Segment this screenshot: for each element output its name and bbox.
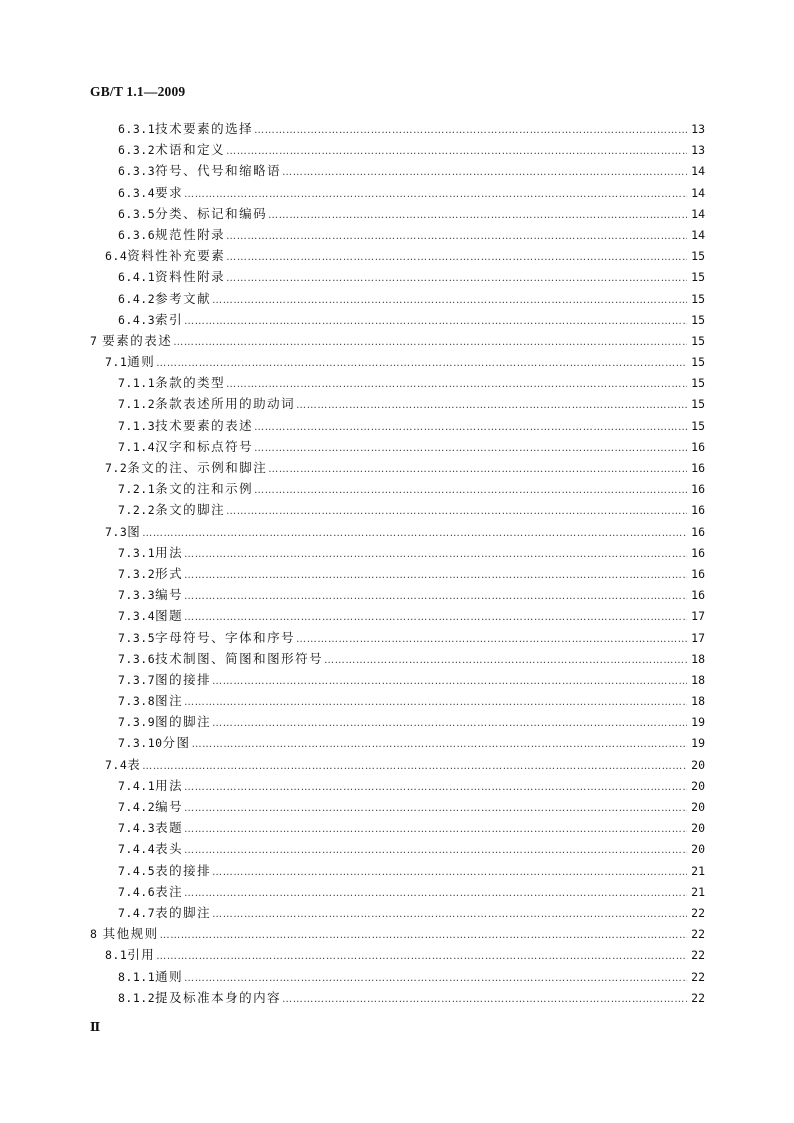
toc-entry-page: 17 bbox=[691, 609, 705, 624]
toc-dot-leader bbox=[160, 925, 688, 946]
toc-dot-leader bbox=[184, 544, 687, 565]
toc-entry-title: 图的脚注 bbox=[155, 714, 212, 730]
toc-entry-page: 13 bbox=[691, 143, 705, 158]
toc-dot-leader bbox=[184, 777, 687, 798]
table-of-contents bbox=[90, 118, 705, 1008]
toc-dot-leader bbox=[226, 268, 687, 289]
toc-entry-page: 15 bbox=[691, 355, 705, 370]
toc-entry-title: 图的接排 bbox=[155, 671, 212, 687]
toc-entry-page: 13 bbox=[691, 122, 705, 136]
toc-entry-page: 21 bbox=[691, 884, 705, 899]
toc-entry-number: 7.1.2 bbox=[118, 397, 156, 412]
toc-entry-number: 7.3 bbox=[105, 524, 128, 539]
toc-entry bbox=[90, 817, 705, 838]
toc-entry-number: 6.4.1 bbox=[118, 270, 156, 285]
toc-entry-title: 条款表述所用的助动词 bbox=[155, 396, 296, 412]
toc-entry-title: 条文的注和示例 bbox=[155, 481, 254, 497]
toc-entry bbox=[90, 796, 705, 817]
toc-entry-page: 20 bbox=[691, 757, 705, 772]
toc-entry-number: 7 bbox=[90, 333, 98, 348]
toc-entry-title: 符号、代号和缩略语 bbox=[155, 163, 282, 179]
toc-dot-leader bbox=[226, 141, 687, 162]
toc-dot-leader bbox=[254, 120, 687, 141]
standard-code-header: GB/T 1.1—2009 bbox=[90, 84, 186, 99]
toc-entry-number: 7.1.1 bbox=[118, 376, 156, 391]
toc-dot-leader bbox=[184, 692, 687, 713]
toc-entry-number: 7.4.6 bbox=[118, 884, 156, 899]
toc-entry-title: 术语和定义 bbox=[155, 142, 226, 158]
toc-entry bbox=[90, 944, 705, 965]
toc-entry bbox=[90, 627, 705, 648]
toc-entry-title: 图题 bbox=[155, 608, 184, 624]
toc-entry-number: 7.3.9 bbox=[118, 715, 156, 730]
toc-entry-title: 分图 bbox=[162, 735, 191, 751]
toc-entry-page: 16 bbox=[691, 588, 705, 603]
toc-entry bbox=[90, 923, 705, 944]
toc-entry-page: 14 bbox=[691, 185, 705, 200]
toc-entry-title: 提及标准本身的内容 bbox=[155, 989, 282, 1005]
toc-dot-leader bbox=[226, 247, 687, 268]
toc-dot-leader bbox=[184, 968, 687, 989]
toc-entry-number: 8.1 bbox=[105, 948, 128, 963]
toc-dot-leader bbox=[212, 713, 687, 734]
toc-entry bbox=[90, 309, 705, 330]
toc-dot-leader bbox=[254, 417, 687, 438]
toc-entry bbox=[90, 690, 705, 711]
toc-entry-page: 20 bbox=[691, 778, 705, 793]
toc-entry-title: 条文的注、示例和脚注 bbox=[127, 460, 268, 475]
toc-dot-leader bbox=[212, 290, 687, 311]
toc-entry-title: 表题 bbox=[155, 820, 184, 836]
toc-entry-page: 16 bbox=[691, 503, 705, 518]
toc-entry-number: 7.4.3 bbox=[118, 821, 156, 836]
toc-entry-page: 15 bbox=[691, 397, 705, 412]
toc-entry-page: 15 bbox=[691, 291, 705, 306]
toc-entry bbox=[90, 393, 705, 414]
toc-entry bbox=[90, 563, 705, 584]
toc-dot-leader bbox=[296, 629, 687, 650]
toc-entry-number: 7.4.4 bbox=[118, 842, 156, 857]
toc-entry-title: 表 bbox=[127, 756, 142, 772]
toc-entry bbox=[90, 648, 705, 669]
toc-entry-page: 22 bbox=[691, 969, 705, 984]
toc-entry-page: 16 bbox=[691, 545, 705, 560]
toc-entry-number: 7.2 bbox=[105, 461, 128, 475]
toc-entry-number: 7.4.7 bbox=[118, 905, 156, 920]
toc-dot-leader bbox=[268, 459, 687, 480]
toc-entry-title: 参考文献 bbox=[155, 290, 212, 306]
toc-dot-leader bbox=[226, 226, 687, 247]
toc-entry bbox=[90, 775, 705, 796]
toc-entry-title: 用法 bbox=[155, 777, 184, 793]
toc-entry-title: 表的接排 bbox=[155, 862, 212, 878]
toc-entry-number: 7.3.1 bbox=[118, 545, 156, 560]
toc-entry-number: 6.4 bbox=[105, 249, 128, 264]
toc-entry-page: 14 bbox=[691, 206, 705, 221]
toc-entry-page: 20 bbox=[691, 842, 705, 857]
toc-entry-number: 7.4.5 bbox=[118, 863, 156, 878]
toc-entry-number: 7.2.2 bbox=[118, 503, 156, 518]
toc-dot-leader bbox=[254, 438, 687, 459]
toc-entry-page: 14 bbox=[691, 164, 705, 179]
toc-entry-page: 15 bbox=[691, 333, 705, 348]
toc-entry-title: 分类、标记和编码 bbox=[155, 205, 268, 221]
toc-entry bbox=[90, 245, 705, 266]
toc-entry-page: 16 bbox=[691, 482, 705, 497]
toc-entry-title: 条款的类型 bbox=[155, 375, 226, 391]
toc-entry-number: 7.3.8 bbox=[118, 694, 156, 709]
toc-entry bbox=[90, 372, 705, 393]
toc-entry-number: 7.4.1 bbox=[118, 778, 156, 793]
toc-entry bbox=[90, 118, 705, 139]
toc-entry-number: 7.3.5 bbox=[118, 630, 156, 645]
toc-entry-page: 22 bbox=[691, 948, 705, 963]
toc-entry-page: 16 bbox=[691, 524, 705, 539]
toc-dot-leader bbox=[184, 883, 687, 904]
toc-entry-number: 7.3.10 bbox=[118, 736, 163, 751]
toc-dot-leader bbox=[184, 798, 687, 819]
toc-entry-title: 要素的表述 bbox=[102, 332, 173, 348]
toc-entry-title: 图 bbox=[127, 523, 142, 539]
toc-entry bbox=[90, 966, 705, 987]
toc-entry bbox=[90, 902, 705, 923]
toc-entry-page: 22 bbox=[691, 905, 705, 920]
toc-entry-number: 8.1.1 bbox=[118, 969, 156, 984]
toc-entry-page: 19 bbox=[691, 715, 705, 730]
toc-entry-number: 6.4.3 bbox=[118, 312, 156, 327]
toc-entry bbox=[90, 584, 705, 605]
toc-entry-title: 形式 bbox=[155, 565, 184, 581]
toc-entry bbox=[90, 542, 705, 563]
toc-entry-number: 7.3.4 bbox=[118, 609, 156, 624]
toc-dot-leader bbox=[184, 819, 687, 840]
toc-dot-leader bbox=[184, 840, 687, 861]
toc-dot-leader bbox=[184, 586, 687, 607]
toc-entry-page: 18 bbox=[691, 651, 705, 666]
toc-entry bbox=[90, 478, 705, 499]
toc-entry bbox=[90, 838, 705, 859]
toc-entry bbox=[90, 521, 705, 542]
toc-entry-number: 7.2.1 bbox=[118, 482, 156, 497]
toc-entry-title: 其他规则 bbox=[102, 926, 159, 942]
toc-dot-leader bbox=[282, 989, 687, 1010]
toc-entry-page: 19 bbox=[691, 736, 705, 751]
toc-entry-number: 6.4.2 bbox=[118, 291, 156, 306]
toc-entry-title: 技术制图、简图和图形符号 bbox=[155, 650, 324, 666]
toc-entry-title: 引用 bbox=[127, 947, 156, 963]
toc-entry bbox=[90, 266, 705, 287]
toc-entry-number: 7.3.3 bbox=[118, 588, 156, 603]
toc-entry-page: 15 bbox=[691, 270, 705, 285]
toc-dot-leader bbox=[268, 205, 687, 226]
toc-entry-title: 表注 bbox=[155, 883, 184, 899]
toc-dot-leader bbox=[212, 862, 687, 883]
toc-entry-number: 7.1 bbox=[105, 355, 128, 370]
toc-entry-number: 7.1.4 bbox=[118, 439, 156, 454]
toc-entry-title: 表头 bbox=[155, 841, 184, 857]
toc-entry bbox=[90, 987, 705, 1008]
page-number-footer: Ⅱ bbox=[90, 1020, 101, 1034]
toc-dot-leader bbox=[254, 480, 687, 501]
toc-entry-number: 6.3.6 bbox=[118, 227, 156, 242]
toc-entry-page: 20 bbox=[691, 821, 705, 836]
toc-dot-leader bbox=[184, 184, 687, 205]
toc-entry-title: 汉字和标点符号 bbox=[155, 438, 254, 454]
toc-dot-leader bbox=[142, 756, 687, 777]
toc-dot-leader bbox=[212, 671, 687, 692]
toc-entry-page: 18 bbox=[691, 694, 705, 709]
toc-entry-number: 8.1.2 bbox=[118, 990, 156, 1005]
toc-dot-leader bbox=[142, 523, 687, 544]
toc-entry-title: 索引 bbox=[155, 311, 184, 327]
toc-entry bbox=[90, 288, 705, 309]
toc-entry bbox=[90, 669, 705, 690]
toc-entry-number: 6.3.4 bbox=[118, 185, 156, 200]
toc-entry bbox=[90, 330, 705, 351]
toc-dot-leader bbox=[226, 501, 687, 522]
toc-dot-leader bbox=[226, 374, 687, 395]
toc-entry-number: 7.3.7 bbox=[118, 672, 156, 687]
toc-entry-title: 字母符号、字体和序号 bbox=[155, 629, 296, 645]
toc-entry-title: 资料性补充要素 bbox=[127, 248, 226, 264]
toc-entry-page: 16 bbox=[691, 439, 705, 454]
toc-dot-leader bbox=[184, 565, 687, 586]
toc-entry bbox=[90, 754, 705, 775]
toc-entry-number: 7.1.3 bbox=[118, 418, 156, 433]
toc-entry-page: 15 bbox=[691, 312, 705, 327]
toc-dot-leader bbox=[212, 904, 687, 925]
toc-entry-page: 15 bbox=[691, 249, 705, 264]
toc-entry-number: 7.4 bbox=[105, 757, 128, 772]
toc-dot-leader bbox=[296, 395, 687, 416]
toc-entry-title: 条文的脚注 bbox=[155, 502, 226, 518]
toc-dot-leader bbox=[324, 650, 687, 671]
toc-entry bbox=[90, 436, 705, 457]
toc-entry-title: 编号 bbox=[155, 587, 184, 603]
toc-entry bbox=[90, 605, 705, 626]
toc-entry-page: 17 bbox=[691, 630, 705, 645]
toc-dot-leader bbox=[184, 311, 687, 332]
toc-entry-number: 6.3.5 bbox=[118, 206, 156, 221]
toc-entry-title: 技术要素的选择 bbox=[155, 121, 254, 136]
toc-entry-title: 编号 bbox=[155, 799, 184, 814]
toc-entry bbox=[90, 499, 705, 520]
toc-dot-leader bbox=[184, 607, 687, 628]
toc-entry-title: 通则 bbox=[127, 354, 156, 370]
toc-entry bbox=[90, 224, 705, 245]
toc-entry bbox=[90, 415, 705, 436]
toc-entry-number: 6.3.3 bbox=[118, 164, 156, 179]
toc-entry-number: 7.4.2 bbox=[118, 800, 156, 814]
toc-entry bbox=[90, 160, 705, 181]
toc-entry-number: 8 bbox=[90, 927, 98, 942]
toc-entry bbox=[90, 457, 705, 478]
toc-entry-number: 6.3.1 bbox=[118, 122, 156, 136]
toc-entry-page: 22 bbox=[691, 990, 705, 1005]
toc-entry-number: 7.3.6 bbox=[118, 651, 156, 666]
toc-entry bbox=[90, 732, 705, 753]
toc-entry-title: 通则 bbox=[155, 968, 184, 984]
toc-entry bbox=[90, 139, 705, 160]
toc-entry-number: 7.3.2 bbox=[118, 566, 156, 581]
toc-entry bbox=[90, 351, 705, 372]
toc-dot-leader bbox=[192, 734, 688, 755]
toc-dot-leader bbox=[282, 162, 687, 183]
toc-entry-page: 20 bbox=[691, 800, 705, 814]
toc-entry-title: 规范性附录 bbox=[155, 226, 226, 242]
toc-dot-leader bbox=[156, 946, 687, 967]
toc-entry-page: 14 bbox=[691, 227, 705, 242]
toc-entry bbox=[90, 203, 705, 224]
toc-dot-leader bbox=[173, 332, 687, 353]
toc-entry-title: 要求 bbox=[155, 184, 184, 200]
toc-entry-page: 15 bbox=[691, 376, 705, 391]
toc-entry bbox=[90, 182, 705, 203]
toc-entry-page: 15 bbox=[691, 418, 705, 433]
toc-entry-title: 技术要素的表述 bbox=[155, 417, 254, 433]
toc-dot-leader bbox=[156, 353, 687, 374]
toc-entry-page: 22 bbox=[691, 927, 705, 942]
toc-entry-title: 表的脚注 bbox=[155, 904, 212, 920]
toc-entry-page: 16 bbox=[691, 566, 705, 581]
toc-entry-number: 6.3.2 bbox=[118, 143, 156, 158]
toc-entry-page: 18 bbox=[691, 672, 705, 687]
toc-entry-page: 21 bbox=[691, 863, 705, 878]
toc-entry bbox=[90, 881, 705, 902]
toc-entry-page: 16 bbox=[691, 461, 705, 475]
toc-entry-title: 用法 bbox=[155, 544, 184, 560]
toc-entry-title: 图注 bbox=[155, 693, 184, 709]
toc-entry bbox=[90, 711, 705, 732]
toc-entry-title: 资料性附录 bbox=[155, 269, 226, 285]
toc-entry bbox=[90, 860, 705, 881]
